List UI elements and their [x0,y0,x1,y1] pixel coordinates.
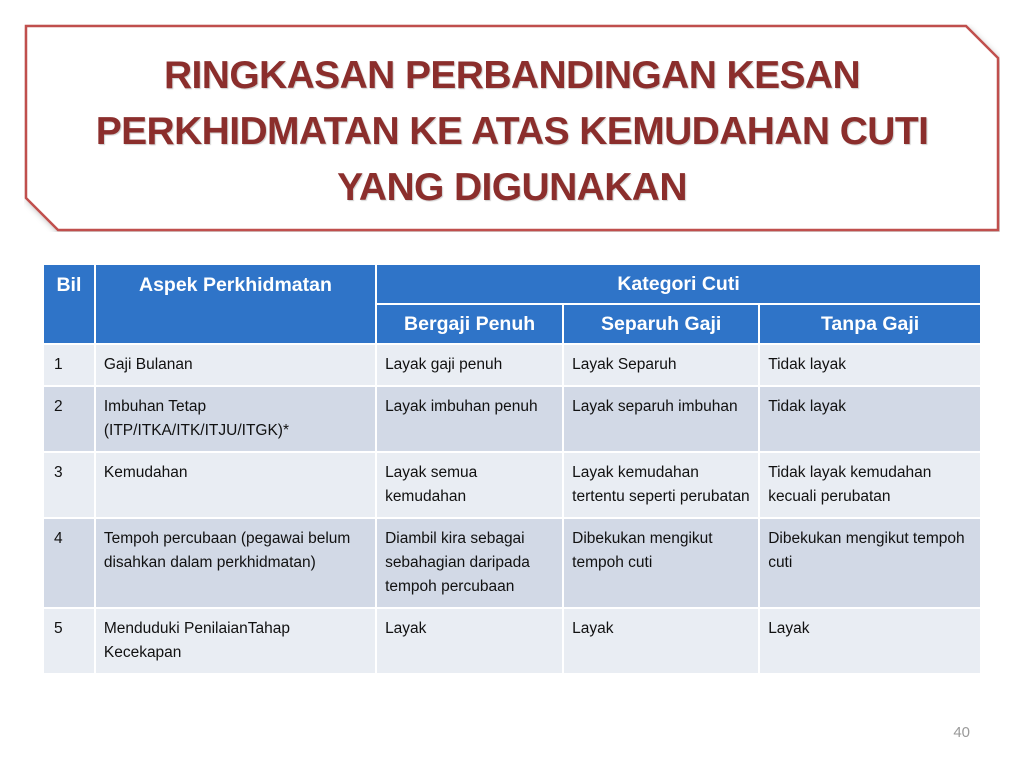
cell-bil: 4 [44,519,94,607]
cell-aspek: Gaji Bulanan [96,345,375,385]
table-row [44,609,980,673]
title-line-3: YANG DIGUNAKAN [337,166,687,209]
cell-tanpa: Tidak layak [760,387,980,451]
table-row [44,519,980,607]
cell-bil: 2 [44,387,94,451]
cell-bergaji: Diambil kira sebagai sebahagian daripada tempoh percubaan [377,519,562,607]
slide-title [54,44,970,220]
header-tanpa: Tanpa Gaji [760,305,980,343]
cell-separuh: Layak separuh imbuhan [564,387,758,451]
header-bil: Bil [44,265,94,343]
cell-bergaji: Layak gaji penuh [377,345,562,385]
cell-separuh: Layak Separuh [564,345,758,385]
cell-bil: 1 [44,345,94,385]
header-bergaji: Bergaji Penuh [377,305,562,343]
cell-tanpa: Layak [760,609,980,673]
header-separuh: Separuh Gaji [564,305,758,343]
header-aspek: Aspek Perkhidmatan [96,265,375,343]
cell-tanpa: Tidak layak [760,345,980,385]
header-kategori: Kategori Cuti [377,265,980,303]
table-row [44,453,980,517]
table-row [44,345,980,385]
cell-bil: 5 [44,609,94,673]
page-number: 40 [953,724,970,741]
cell-separuh: Layak [564,609,758,673]
table-row [44,387,980,451]
title-line-2: PERKHIDMATAN KE ATAS KEMUDAHAN CUTI [95,110,929,153]
cell-aspek: Kemudahan [96,453,375,517]
cell-bil: 3 [44,453,94,517]
cell-aspek: Menduduki PenilaianTahap Kecekapan [96,609,375,673]
cell-aspek: Tempoh percubaan (pegawai belum disahkan dalam perkhidmatan) [96,519,375,607]
cell-aspek: Imbuhan Tetap (ITP/ITKA/ITK/ITJU/ITGK)* [96,387,375,451]
comparison-table [42,263,982,675]
cell-separuh: Dibekukan mengikut tempoh cuti [564,519,758,607]
cell-bergaji: Layak semua kemudahan [377,453,562,517]
cell-bergaji: Layak [377,609,562,673]
cell-bergaji: Layak imbuhan penuh [377,387,562,451]
cell-tanpa: Tidak layak kemudahan kecuali perubatan [760,453,980,517]
cell-separuh: Layak kemudahan tertentu seperti perubatan [564,453,758,517]
title-line-1: RINGKASAN PERBANDINGAN KESAN [163,54,861,97]
cell-tanpa: Dibekukan mengikut tempoh cuti [760,519,980,607]
title-box [24,24,1000,232]
